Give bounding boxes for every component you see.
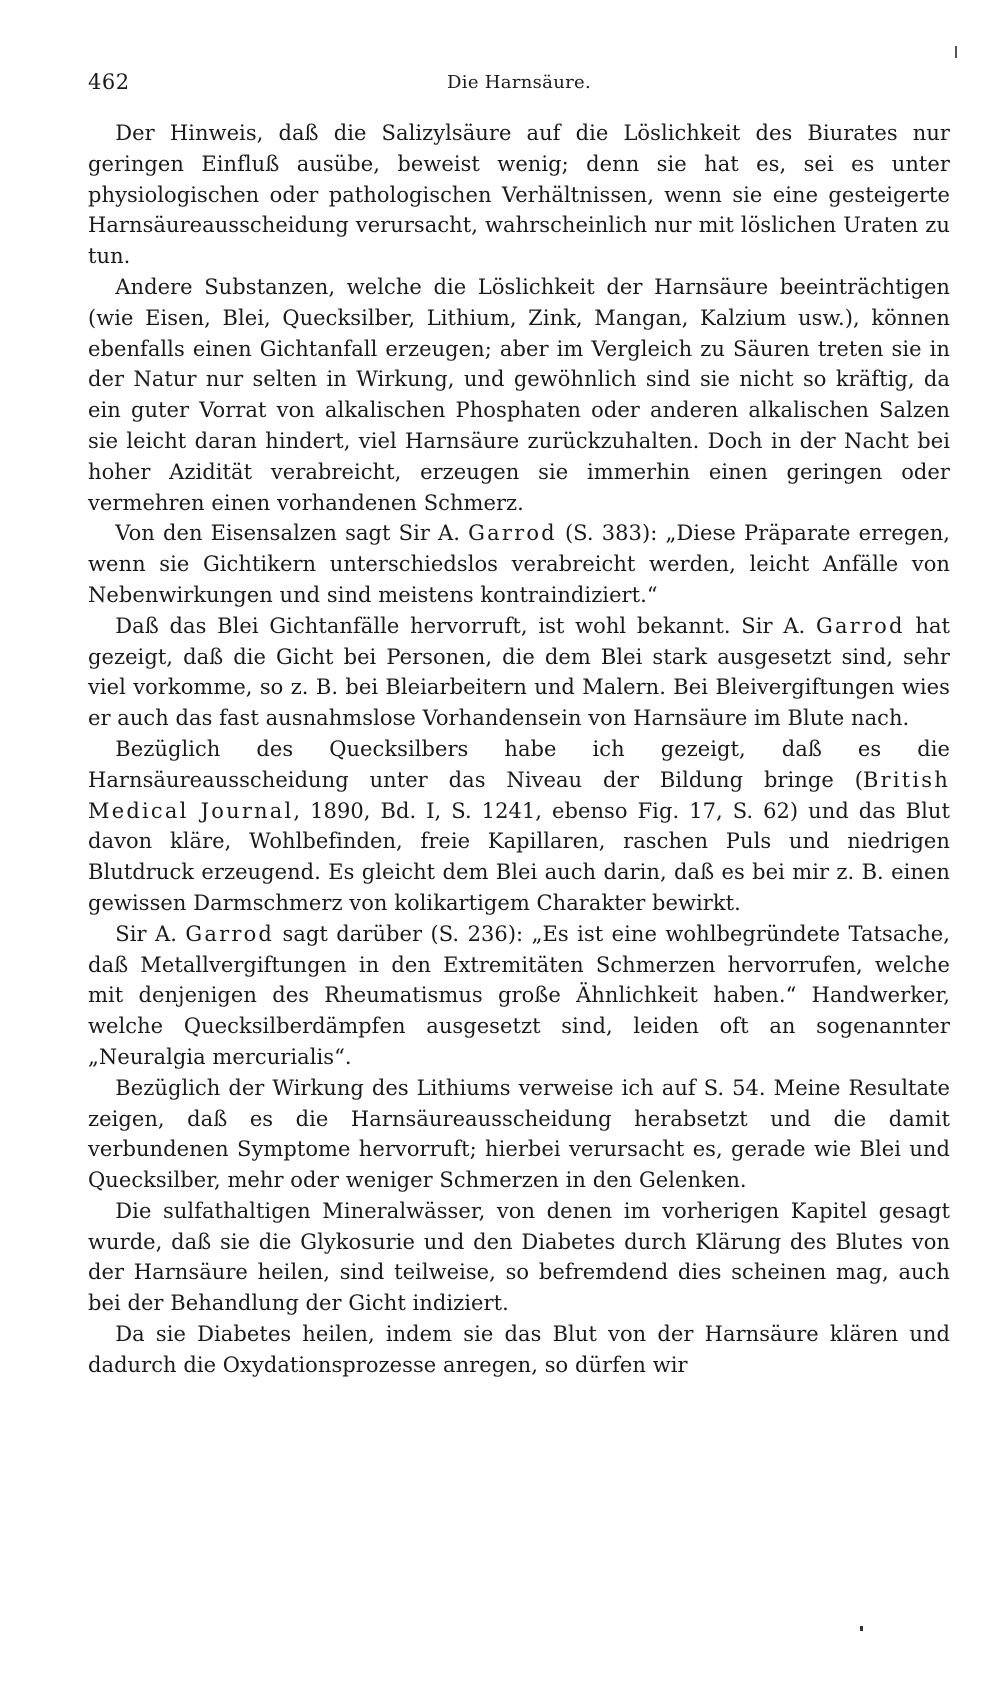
paragraph-lithium: Bezüglich der Wirkung des Lithiums verweise ich auf S. 54. Meine Resultate zeigen, daß es die Harnsäureausscheidung herabsetzt und die damit verbundenen Symptome hervorruft; hierbei verursacht es, gerade wie Blei und Quecksilber, mehr oder weniger Schmerzen in den Gelenken. <box>88 1075 950 1193</box>
running-title: Die Harnsäure. <box>447 72 591 93</box>
margin-mark <box>955 46 957 58</box>
author-name: Garrod <box>185 921 275 946</box>
paragraph-diabetes: Da sie Diabetes heilen, indem sie das Blut von der Harnsäure klären und dadurch die Oxydationsprozesse anregen, so dürfen wir <box>88 1322 950 1377</box>
body-text <box>88 118 950 1381</box>
page-number: 462 <box>88 70 130 94</box>
page-header <box>88 70 950 100</box>
paragraph-mineral-waters: Die sulfathaltigen Mineralwässer, von denen im vorherigen Kapitel gesagt wurde, daß sie die Glykosurie und den Diabetes durch Klärung des Blutes von der Harnsäure heilen, sind teilweise, so befremdend dies scheinen mag, auch bei der Behandlung der Gicht indiziert. <box>88 1198 950 1316</box>
paragraph-metal-poisoning: Sir A. Garrod sagt darüber (S. 236): „Es ist eine wohlbegründete Tatsache, daß Metallvergiftungen in den Extremitäten Schmerzen hervorrufen, welche mit denjenigen des Rheumatismus große Ähnlichkeit haben.“ Handwerker, welche Quecksilberdämpfen ausgesetzt sind, leiden oft an sogenannter „Neuralgia mercurialis“. <box>88 921 950 1069</box>
paragraph-other-substances: Andere Substanzen, welche die Löslichkeit der Harnsäure beeinträchtigen (wie Eisen, Blei, Quecksilber, Lithium, Zink, Mangan, Kalzium usw.), können ebenfalls einen Gichtanfall erzeugen; aber im Vergleich zu Säuren treten sie in der Natur nur selten in Wirkung, und gewöhnlich sind sie nicht so kräftig, da ein guter Vorrat von alkalischen Phosphaten oder anderen alkalischen Salzen sie leicht daran hindert, viel Harnsäure zurückzuhalten. Doch in der Nacht bei hoher Azidität verabreicht, erzeugen sie immerhin einen geringen oder vermehren einen vorhandenen Schmerz. <box>88 274 950 515</box>
paragraph-lead: Daß das Blei Gichtanfälle hervorruft, ist wohl bekannt. Sir A. Garrod hat gezeigt, daß die Gicht bei Personen, die dem Blei stark ausgesetzt sind, sehr viel vorkomme, so z. B. bei Bleiarbeitern und Malern. Bei Bleivergiftungen wies er auch das fast ausnahmslose Vorhandensein von Harnsäure im Blute nach. <box>88 613 951 731</box>
author-name: Garrod <box>468 521 557 546</box>
journal-name: British Medical Journal <box>88 767 950 823</box>
paragraph-mercury: Bezüglich des Quecksilbers habe ich gezeigt, daß es die Harnsäureausscheidung unter das Niveau der Bildung bringe (British Medical Journal, 1890, Bd. I, S. 1241, ebenso Fig. 17, S. 62) und das Blut davon kläre, Wohlbefinden, freie Kapillaren, raschen Puls und niedrigen Blutdruck erzeugend. Es gleicht dem Blei auch darin, daß es bei mir z. B. einen gewissen Darmschmerz von kolikartigem Charakter bewirkt. <box>88 736 950 915</box>
author-name: Garrod <box>815 613 905 638</box>
paragraph-salicylic-acid: Der Hinweis, daß die Salizylsäure auf die Löslichkeit des Biurates nur geringen Einfluß ausübe, beweist wenig; denn sie hat es, sei es unter physiologischen oder pathologischen Verhältnissen, wenn sie eine gesteigerte Harnsäureausscheidung verursacht, wahrscheinlich nur mit löslichen Uraten zu tun. <box>88 121 950 269</box>
margin-mark <box>860 1626 863 1631</box>
paragraph-iron-salts: Von den Eisensalzen sagt Sir A. Garrod (S. 383): „Diese Präparate erregen, wenn sie Gichtikern unterschiedslos verabreicht werden, leicht Anfälle von Nebenwirkungen und sind meistens kontraindiziert.“ <box>88 521 950 607</box>
